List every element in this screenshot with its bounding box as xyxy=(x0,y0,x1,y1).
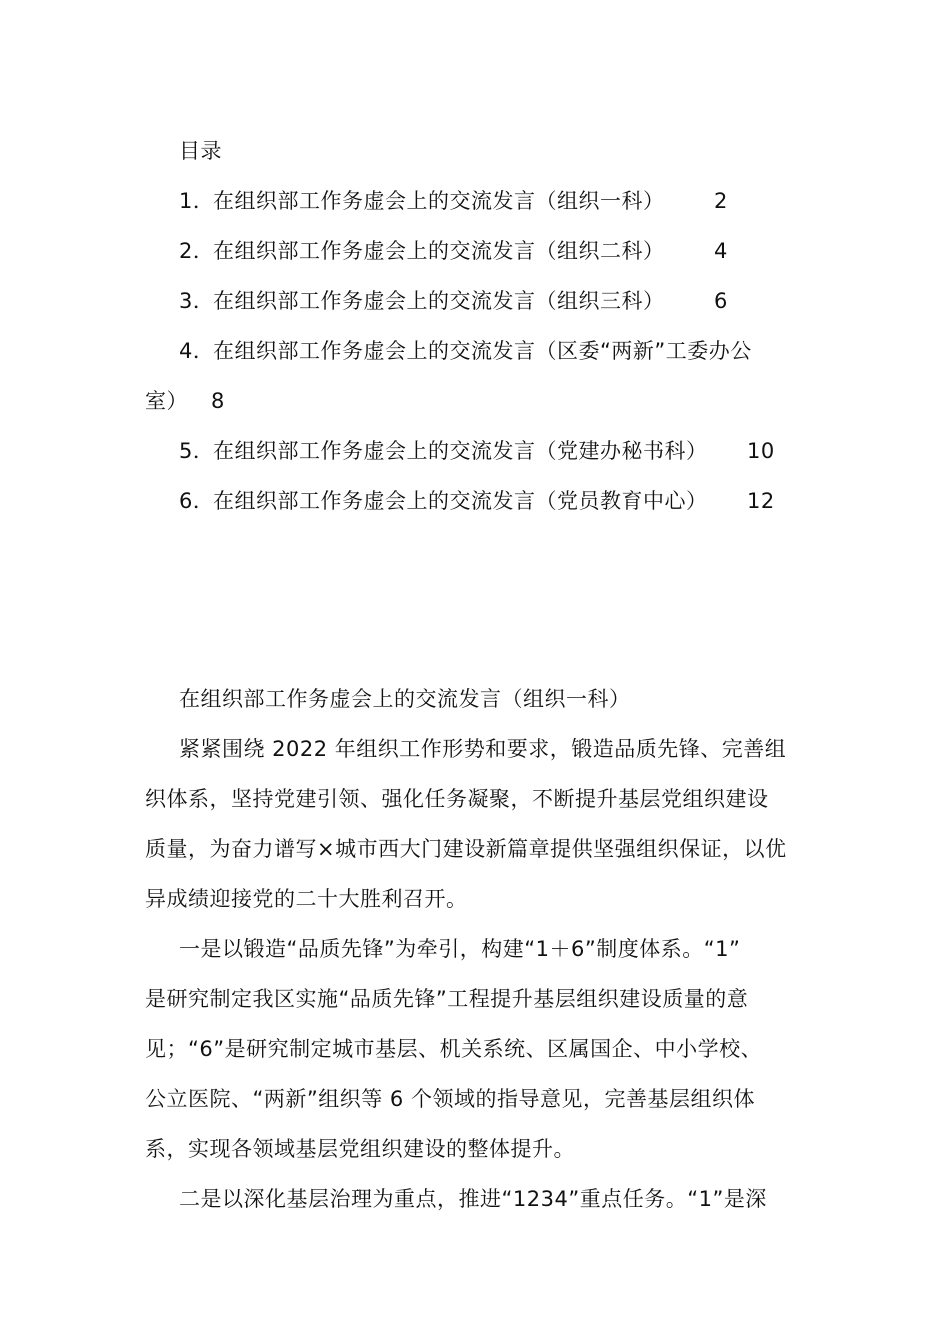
toc-item-title: 在组织部工作务虚会上的交流发言（组织一科） xyxy=(213,189,665,213)
toc-item-number: 5． xyxy=(179,439,215,463)
toc-item-1[interactable] xyxy=(179,186,839,216)
toc-item-4[interactable] xyxy=(179,336,839,366)
toc-item-title-continued: 室） xyxy=(145,389,188,413)
toc-item-title: 在组织部工作务虚会上的交流发言（区委“两新”工委办公 xyxy=(213,339,752,363)
toc-item-page: 8 xyxy=(211,389,225,413)
paragraph-line: 异成绩迎接党的二十大胜利召开。 xyxy=(145,887,468,911)
toc-item-number: 2． xyxy=(179,239,215,263)
toc-item-6[interactable] xyxy=(179,486,839,516)
toc-item-4-continued[interactable] xyxy=(145,386,805,416)
paragraph-line: 紧紧围绕 2022 年组织工作形势和要求，锻造品质先锋、完善组 xyxy=(179,737,787,761)
paragraph-line: 系，实现各领域基层党组织建设的整体提升。 xyxy=(145,1137,575,1161)
toc-item-number: 4． xyxy=(179,339,215,363)
paragraph-line: 见；“6”是研究制定城市基层、机关系统、区属国企、中小学校、 xyxy=(145,1037,763,1061)
toc-item-page: 2 xyxy=(714,189,728,213)
toc-item-2[interactable] xyxy=(179,236,839,266)
toc-item-number: 3． xyxy=(179,289,215,313)
toc-item-number: 6． xyxy=(179,489,215,513)
paragraph-line: 织体系，坚持党建引领、强化任务凝聚，不断提升基层党组织建设 xyxy=(145,787,769,811)
toc-item-page: 10 xyxy=(747,439,775,463)
toc-item-title: 在组织部工作务虚会上的交流发言（党员教育中心） xyxy=(213,489,708,513)
toc-item-5[interactable] xyxy=(179,436,839,466)
toc-item-3[interactable] xyxy=(179,286,839,316)
toc-heading: 目录 xyxy=(179,139,222,163)
article-title: 在组织部工作务虚会上的交流发言（组织一科） xyxy=(179,687,631,711)
paragraph-line: 二是以深化基层治理为重点，推进“1234”重点任务。“1”是深 xyxy=(179,1187,767,1211)
toc-item-title: 在组织部工作务虚会上的交流发言（组织三科） xyxy=(213,289,665,313)
toc-item-title: 在组织部工作务虚会上的交流发言（党建办秘书科） xyxy=(213,439,708,463)
toc-item-number: 1． xyxy=(179,189,215,213)
paragraph-line: 公立医院、“两新”组织等 6 个领域的指导意见，完善基层组织体 xyxy=(145,1087,755,1111)
paragraph-line: 是研究制定我区实施“品质先锋”工程提升基层组织建设质量的意 xyxy=(145,987,749,1011)
toc-item-title: 在组织部工作务虚会上的交流发言（组织二科） xyxy=(213,239,665,263)
paragraph-line: 质量，为奋力谱写×城市西大门建设新篇章提供坚强组织保证，以优 xyxy=(145,837,787,861)
toc-item-page: 6 xyxy=(714,289,728,313)
toc-item-page: 12 xyxy=(747,489,775,513)
paragraph-line: 一是以锻造“品质先锋”为牵引，构建“1＋6”制度体系。“1” xyxy=(179,937,741,961)
toc-item-page: 4 xyxy=(714,239,728,263)
